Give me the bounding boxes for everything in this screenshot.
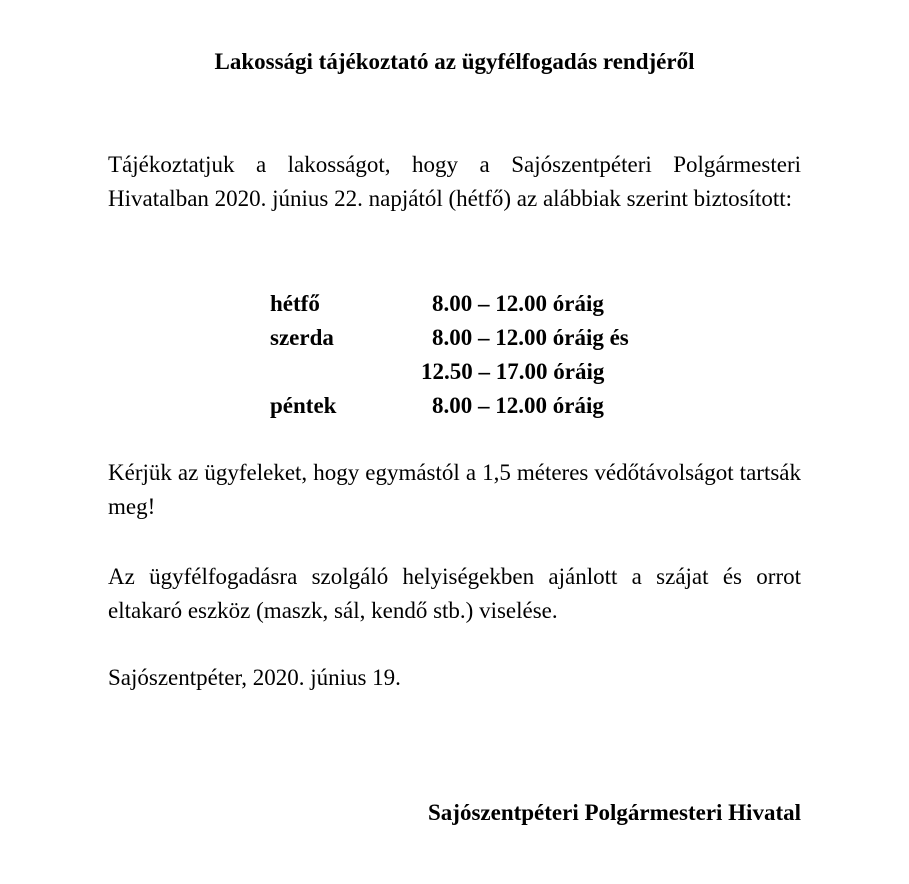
schedule-row-friday [270,389,690,423]
document-title: Lakossági tájékoztató az ügyfélfogadás rendjéről [214,49,695,74]
mask-notice-paragraph: Az ügyfélfogadásra szolgáló helyiségekben ajánlott a szájat és orrot eltakaró eszköz (maszk, sál, kendő stb.) viselése. [108,564,801,623]
schedule-hours: 8.00 – 12.00 óráig [432,291,604,316]
schedule-row-wednesday [270,321,690,355]
schedule-day: péntek [270,393,337,418]
office-hours-schedule [270,287,690,423]
schedule-hours: 8.00 – 12.00 óráig és [432,325,629,350]
place-date: Sajószentpéter, 2020. június 19. [108,665,401,690]
schedule-day: szerda [270,325,334,350]
schedule-row-monday [270,287,690,321]
schedule-hours: 12.50 – 17.00 óráig [421,359,605,384]
intro-paragraph: Tájékoztatjuk a lakosságot, hogy a Sajószentpéteri Polgármesteri Hivatalban 2020. június 22. napjától (hétfő) az alábbiak szerint biztosított: [108,152,801,211]
distance-notice-paragraph: Kérjük az ügyfeleket, hogy egymástól a 1,5 méteres védőtávolságot tartsák meg! [108,460,801,519]
schedule-hours: 8.00 – 12.00 óráig [432,393,604,418]
schedule-day: hétfő [270,291,320,316]
signature: Sajószentpéteri Polgármesteri Hivatal [428,800,801,825]
schedule-row-wednesday-afternoon [270,355,690,389]
